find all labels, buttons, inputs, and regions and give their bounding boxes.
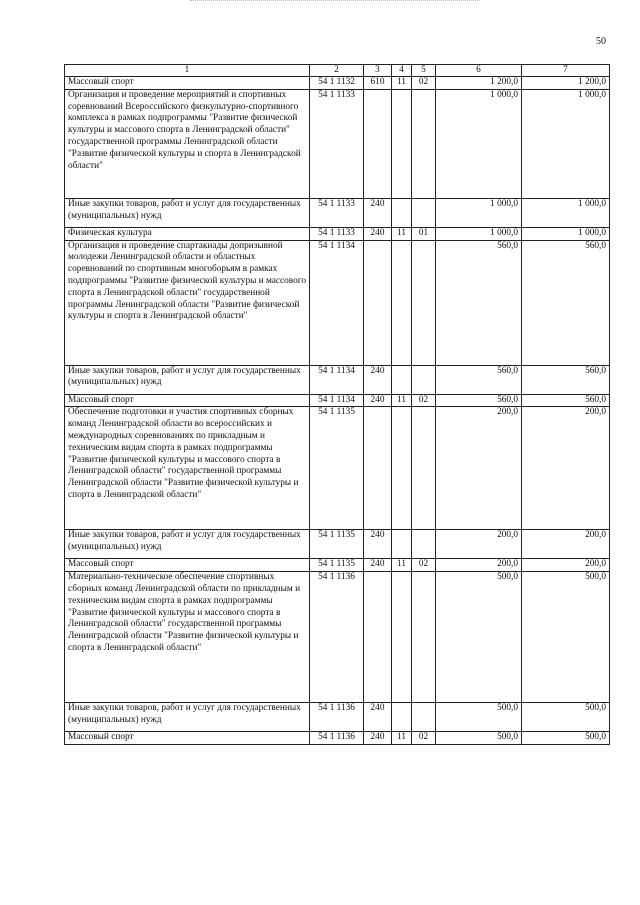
row-pr-cell: [412, 407, 436, 530]
table-row: [65, 77, 610, 90]
header-cell: 6: [436, 65, 522, 77]
row-kvr-cell: [364, 89, 392, 198]
row-kvr-cell: 240: [364, 559, 392, 572]
row-name-cell: Физическая культура: [65, 227, 310, 240]
row-kvr-cell: 240: [364, 732, 392, 745]
row-code-cell: 54 1 1134: [310, 394, 364, 407]
row-code-cell: 54 1 1135: [310, 530, 364, 559]
row-kvr-cell: 240: [364, 227, 392, 240]
row-sum-2016-cell: 560,0: [522, 365, 610, 394]
row-pr-cell: 02: [412, 394, 436, 407]
row-pr-cell: [412, 89, 436, 198]
row-rz-cell: [392, 240, 412, 365]
row-pr-cell: [412, 240, 436, 365]
row-sum-2015-cell: 500,0: [436, 703, 522, 732]
row-sum-2016-cell: 200,0: [522, 530, 610, 559]
row-code-cell: 54 1 1134: [310, 240, 364, 365]
row-code-cell: 54 1 1136: [310, 572, 364, 703]
row-code-cell: 54 1 1134: [310, 365, 364, 394]
row-sum-2015-cell: 1 000,0: [436, 198, 522, 227]
row-name-cell: Массовый спорт: [65, 559, 310, 572]
table-row: [65, 240, 610, 365]
row-sum-2015-cell: 500,0: [436, 572, 522, 703]
page-number: 50: [596, 36, 606, 47]
row-name-cell: Материально-техническое обеспечение спортивных сборных команд Ленинградской области по прикладным и техническим видам спорта в рамках подпрограммы "Развитие физической культуры и массового спорта в Ленинградской области" государственной программы Ленинградской области "Развитие физической культуры и спорта в Ленинградской области": [65, 572, 310, 703]
row-sum-2015-cell: 1 000,0: [436, 227, 522, 240]
row-rz-cell: [392, 198, 412, 227]
row-sum-2016-cell: 500,0: [522, 572, 610, 703]
row-rz-cell: 11: [392, 559, 412, 572]
row-pr-cell: [412, 703, 436, 732]
row-rz-cell: [392, 572, 412, 703]
table-row: [65, 559, 610, 572]
row-sum-2016-cell: 560,0: [522, 394, 610, 407]
table-row: [65, 198, 610, 227]
row-sum-2016-cell: 1 000,0: [522, 198, 610, 227]
table-row: [65, 394, 610, 407]
header-cell: 5: [412, 65, 436, 77]
row-name-cell: Обеспечение подготовки и участия спортивных сборных команд Ленинградской области во всероссийских и международных соревнованиях по прикладным и техническим видам спорта в рамках подпрограммы "Развитие физической культуры и массового спорта в Ленинградской области" государственной программы Ленинградской области "Развитие физической культуры и спорта в Ленинградской области": [65, 407, 310, 530]
table-row: [65, 703, 610, 732]
row-pr-cell: 02: [412, 732, 436, 745]
table-row: [65, 89, 610, 198]
row-sum-2016-cell: 1 000,0: [522, 227, 610, 240]
row-rz-cell: 11: [392, 394, 412, 407]
row-name-cell: Иные закупки товаров, работ и услуг для государственных (муниципальных) нужд: [65, 198, 310, 227]
row-sum-2015-cell: 500,0: [436, 732, 522, 745]
table-row: [65, 365, 610, 394]
budget-table: [64, 64, 610, 745]
row-code-cell: 54 1 1136: [310, 703, 364, 732]
row-name-cell: Массовый спорт: [65, 394, 310, 407]
row-sum-2016-cell: 200,0: [522, 407, 610, 530]
row-pr-cell: 02: [412, 559, 436, 572]
row-sum-2016-cell: 1 000,0: [522, 89, 610, 198]
row-sum-2016-cell: 1 200,0: [522, 77, 610, 90]
row-code-cell: 54 1 1135: [310, 559, 364, 572]
table-row: [65, 227, 610, 240]
row-pr-cell: [412, 198, 436, 227]
row-code-cell: 54 1 1136: [310, 732, 364, 745]
row-rz-cell: [392, 365, 412, 394]
row-sum-2016-cell: 560,0: [522, 240, 610, 365]
row-code-cell: 54 1 1133: [310, 227, 364, 240]
row-code-cell: 54 1 1132: [310, 77, 364, 90]
row-kvr-cell: [364, 240, 392, 365]
row-sum-2015-cell: 560,0: [436, 365, 522, 394]
row-name-cell: Массовый спорт: [65, 77, 310, 90]
row-sum-2016-cell: 500,0: [522, 732, 610, 745]
row-pr-cell: [412, 572, 436, 703]
table-row: [65, 407, 610, 530]
table-row: [65, 732, 610, 745]
table-row: [65, 530, 610, 559]
row-rz-cell: [392, 407, 412, 530]
row-pr-cell: [412, 530, 436, 559]
row-name-cell: Иные закупки товаров, работ и услуг для государственных (муниципальных) нужд: [65, 530, 310, 559]
row-sum-2015-cell: 1 200,0: [436, 77, 522, 90]
row-rz-cell: [392, 89, 412, 198]
row-kvr-cell: [364, 572, 392, 703]
row-sum-2016-cell: 500,0: [522, 703, 610, 732]
row-kvr-cell: 240: [364, 530, 392, 559]
row-name-cell: Массовый спорт: [65, 732, 310, 745]
row-kvr-cell: [364, 407, 392, 530]
row-name-cell: Организация и проведение спартакиады допризывной молодежи Ленинградской области и областных соревнований по спортивным многоборьям в рамках подпрограммы "Развитие физической культуры и массового спорта в Ленинградской области" государственной программы Ленинградской области "Развитие физической культуры и спорта в Ленинградской области": [65, 240, 310, 365]
row-sum-2015-cell: 1 000,0: [436, 89, 522, 198]
row-sum-2015-cell: 560,0: [436, 394, 522, 407]
table-header-row: [65, 65, 610, 77]
row-kvr-cell: 240: [364, 703, 392, 732]
row-pr-cell: 01: [412, 227, 436, 240]
row-rz-cell: [392, 530, 412, 559]
header-cell: 4: [392, 65, 412, 77]
row-code-cell: 54 1 1135: [310, 407, 364, 530]
header-cell: 1: [65, 65, 310, 77]
row-rz-cell: 11: [392, 227, 412, 240]
row-name-cell: Иные закупки товаров, работ и услуг для государственных (муниципальных) нужд: [65, 703, 310, 732]
row-sum-2016-cell: 200,0: [522, 559, 610, 572]
row-code-cell: 54 1 1133: [310, 198, 364, 227]
row-pr-cell: 02: [412, 77, 436, 90]
row-sum-2015-cell: 200,0: [436, 407, 522, 530]
row-sum-2015-cell: 200,0: [436, 559, 522, 572]
row-kvr-cell: 240: [364, 365, 392, 394]
row-pr-cell: [412, 365, 436, 394]
table-row: [65, 572, 610, 703]
scan-artifact: [190, 0, 480, 2]
row-name-cell: Иные закупки товаров, работ и услуг для государственных (муниципальных) нужд: [65, 365, 310, 394]
row-sum-2015-cell: 560,0: [436, 240, 522, 365]
row-rz-cell: 11: [392, 732, 412, 745]
row-kvr-cell: 240: [364, 198, 392, 227]
row-sum-2015-cell: 200,0: [436, 530, 522, 559]
row-kvr-cell: 610: [364, 77, 392, 90]
row-code-cell: 54 1 1133: [310, 89, 364, 198]
header-cell: 7: [522, 65, 610, 77]
row-kvr-cell: 240: [364, 394, 392, 407]
header-cell: 3: [364, 65, 392, 77]
header-cell: 2: [310, 65, 364, 77]
row-name-cell: Организация и проведение мероприятий и спортивных соревнований Всероссийского физкультурно-спортивного комплекса в рамках подпрограммы "Развитие физической культуры и массового спорта в Ленинградской области" государственной программы Ленинградской области "Развитие физической культуры и спорта в Ленинградской области": [65, 89, 310, 198]
row-rz-cell: 11: [392, 77, 412, 90]
row-rz-cell: [392, 703, 412, 732]
